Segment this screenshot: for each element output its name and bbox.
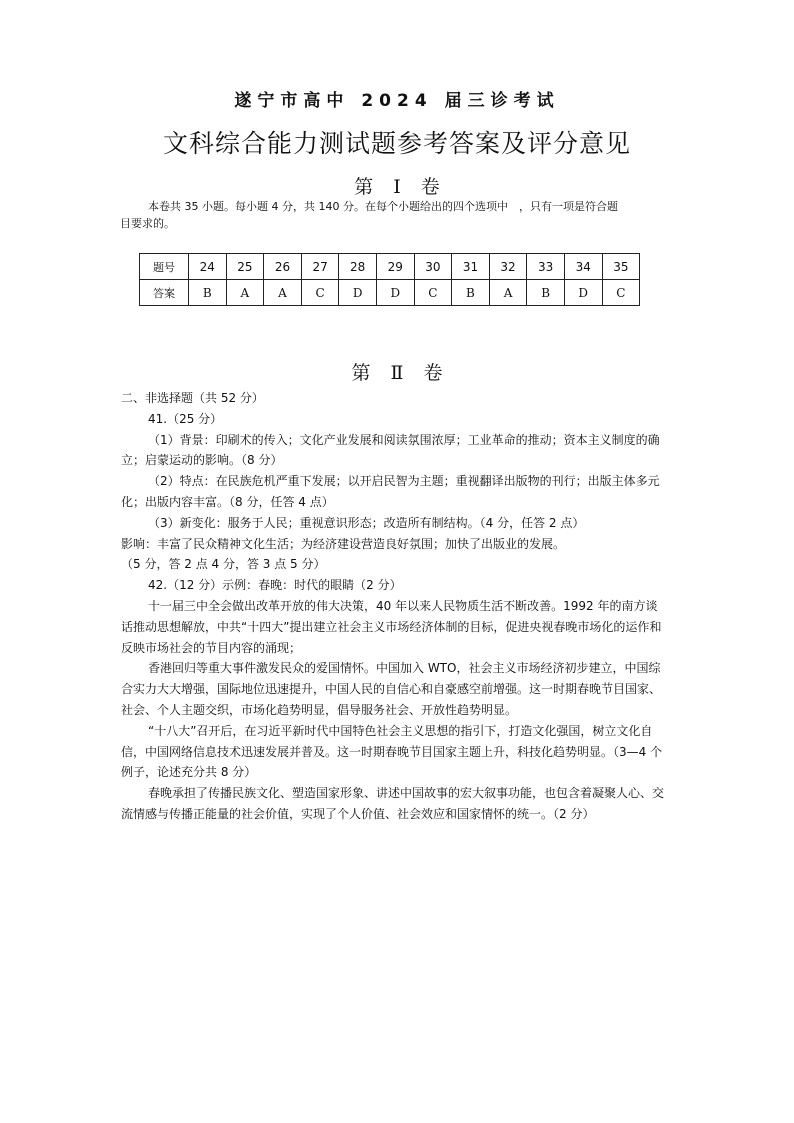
- q41-title: 41.（25 分）: [148, 411, 223, 426]
- exam-title: 遂宁市高中 2024 届三诊考试: [234, 91, 560, 111]
- q41-part1: （1）背景：印刷术的传入；文化产业发展和阅读氛围浓厚；工业革命的推动；资本主义制度的确立；启蒙运动的影响。（8 分）: [121, 432, 660, 468]
- answer-cell: A: [264, 280, 302, 306]
- answer-cell: B: [527, 280, 565, 306]
- q41-part3-impact: 影响：丰富了民众精神文化生活；为经济建设营造良好氛围；加快了出版业的发展。: [121, 536, 566, 551]
- question-number: 33: [527, 254, 565, 280]
- answer-table-answer-row: [140, 280, 640, 306]
- part2-body: [121, 388, 669, 825]
- answer-cell: B: [189, 280, 227, 306]
- question-number: 28: [339, 254, 377, 280]
- q42-paragraph: 香港回归等重大事件激发民众的爱国情怀。中国加入 WTO，社会主义市场经济初步建立，中国综合实力大大增强，国际地位迅速提升，中国人民的自信心和自豪感空前增强。这一时期春晚节目国家、社会、个人主题交织，市场化趋势明显，倡导服务社会、开放性趋势明显。: [121, 661, 662, 717]
- table-label-number: 题号: [140, 254, 189, 280]
- q42-paragraph: 春晚承担了传播民族文化、塑造国家形象、讲述中国故事的宏大叙事功能，也包含着凝聚人心、交流情感与传播正能量的社会价值，实现了个人价值、社会效应和国家情怀的统一。（2 分）: [121, 786, 665, 821]
- section-title: 二、非选择题（共 52 分）: [121, 391, 264, 405]
- question-number: 34: [564, 254, 602, 280]
- part1-heading-mid: Ⅰ: [393, 176, 401, 198]
- answer-table: [139, 253, 640, 306]
- answer-cell: D: [339, 280, 377, 306]
- question-number: 24: [189, 254, 227, 280]
- part1-heading: [0, 172, 794, 199]
- q41-part3-scoring: （5 分，答 2 点 4 分，答 3 点 5 分）: [121, 557, 326, 572]
- question-number: 30: [414, 254, 452, 280]
- answer-cell: A: [489, 280, 527, 306]
- answer-cell: D: [376, 280, 414, 306]
- q42-title: 42.（12 分）示例：春晚：时代的眼睛（2 分）: [148, 578, 402, 593]
- part1-instructions-line2: 目要求的。: [120, 217, 175, 230]
- question-number: 32: [489, 254, 527, 280]
- answer-table-number-row: [140, 254, 640, 280]
- q42-paragraph: “十八大”召开后，在习近平新时代中国特色社会主义思想的指引下，打造文化强国，树立文化自信，中国网络信息技术迅速发展并普及。这一时期春晚节目国家主题上升，科技化趋势明显。（3—4 个例子，论述充分共 8 分）: [121, 723, 663, 780]
- question-number: 35: [602, 254, 640, 280]
- answer-cell: C: [602, 280, 640, 306]
- question-number: 31: [452, 254, 490, 280]
- part1-heading-left: 第: [354, 176, 374, 198]
- part2-heading-mid: Ⅱ: [390, 362, 404, 384]
- part1-instructions: [120, 198, 680, 232]
- part1-heading-right: 卷: [420, 176, 440, 198]
- part1-instructions-line1: 本卷共 35 小题。每小题 4 分，共 140 分。在每个小题给出的四个选项中 ，只有一项是符合题: [148, 200, 618, 213]
- question-number: 25: [226, 254, 264, 280]
- part2-heading-right: 卷: [423, 362, 443, 384]
- question-number: 29: [376, 254, 414, 280]
- answer-cell: B: [452, 280, 490, 306]
- answer-cell: C: [301, 280, 339, 306]
- question-number: 27: [301, 254, 339, 280]
- q42-paragraph: 十一届三中全会做出改革开放的伟大决策，40 年以来人民物质生活不断改善。1992 年的南方谈话推动思想解放，中共“十四大”提出建立社会主义市场经济体制的目标，促进央视春晚市场化的运作和反映市场社会的节目内容的涌现；: [121, 598, 662, 655]
- table-label-answer: 答案: [140, 280, 189, 306]
- question-number: 26: [264, 254, 302, 280]
- q41-part2: （2）特点：在民族危机严重下发展；以开启民智为主题；重视翻译出版物的刊行；出版主体多元化；出版内容丰富。（8 分，任答 4 点）: [121, 474, 660, 509]
- document-subtitle: 文科综合能力测试题参考答案及评分意见: [162, 129, 631, 158]
- answer-cell: D: [564, 280, 602, 306]
- part2-heading: [0, 358, 794, 385]
- answer-cell: C: [414, 280, 452, 306]
- part2-heading-left: 第: [351, 362, 371, 384]
- answer-cell: A: [226, 280, 264, 306]
- q41-part3-changes: （3）新变化：服务于人民；重视意识形态；改造所有制结构。（4 分，任答 2 点）: [148, 515, 585, 530]
